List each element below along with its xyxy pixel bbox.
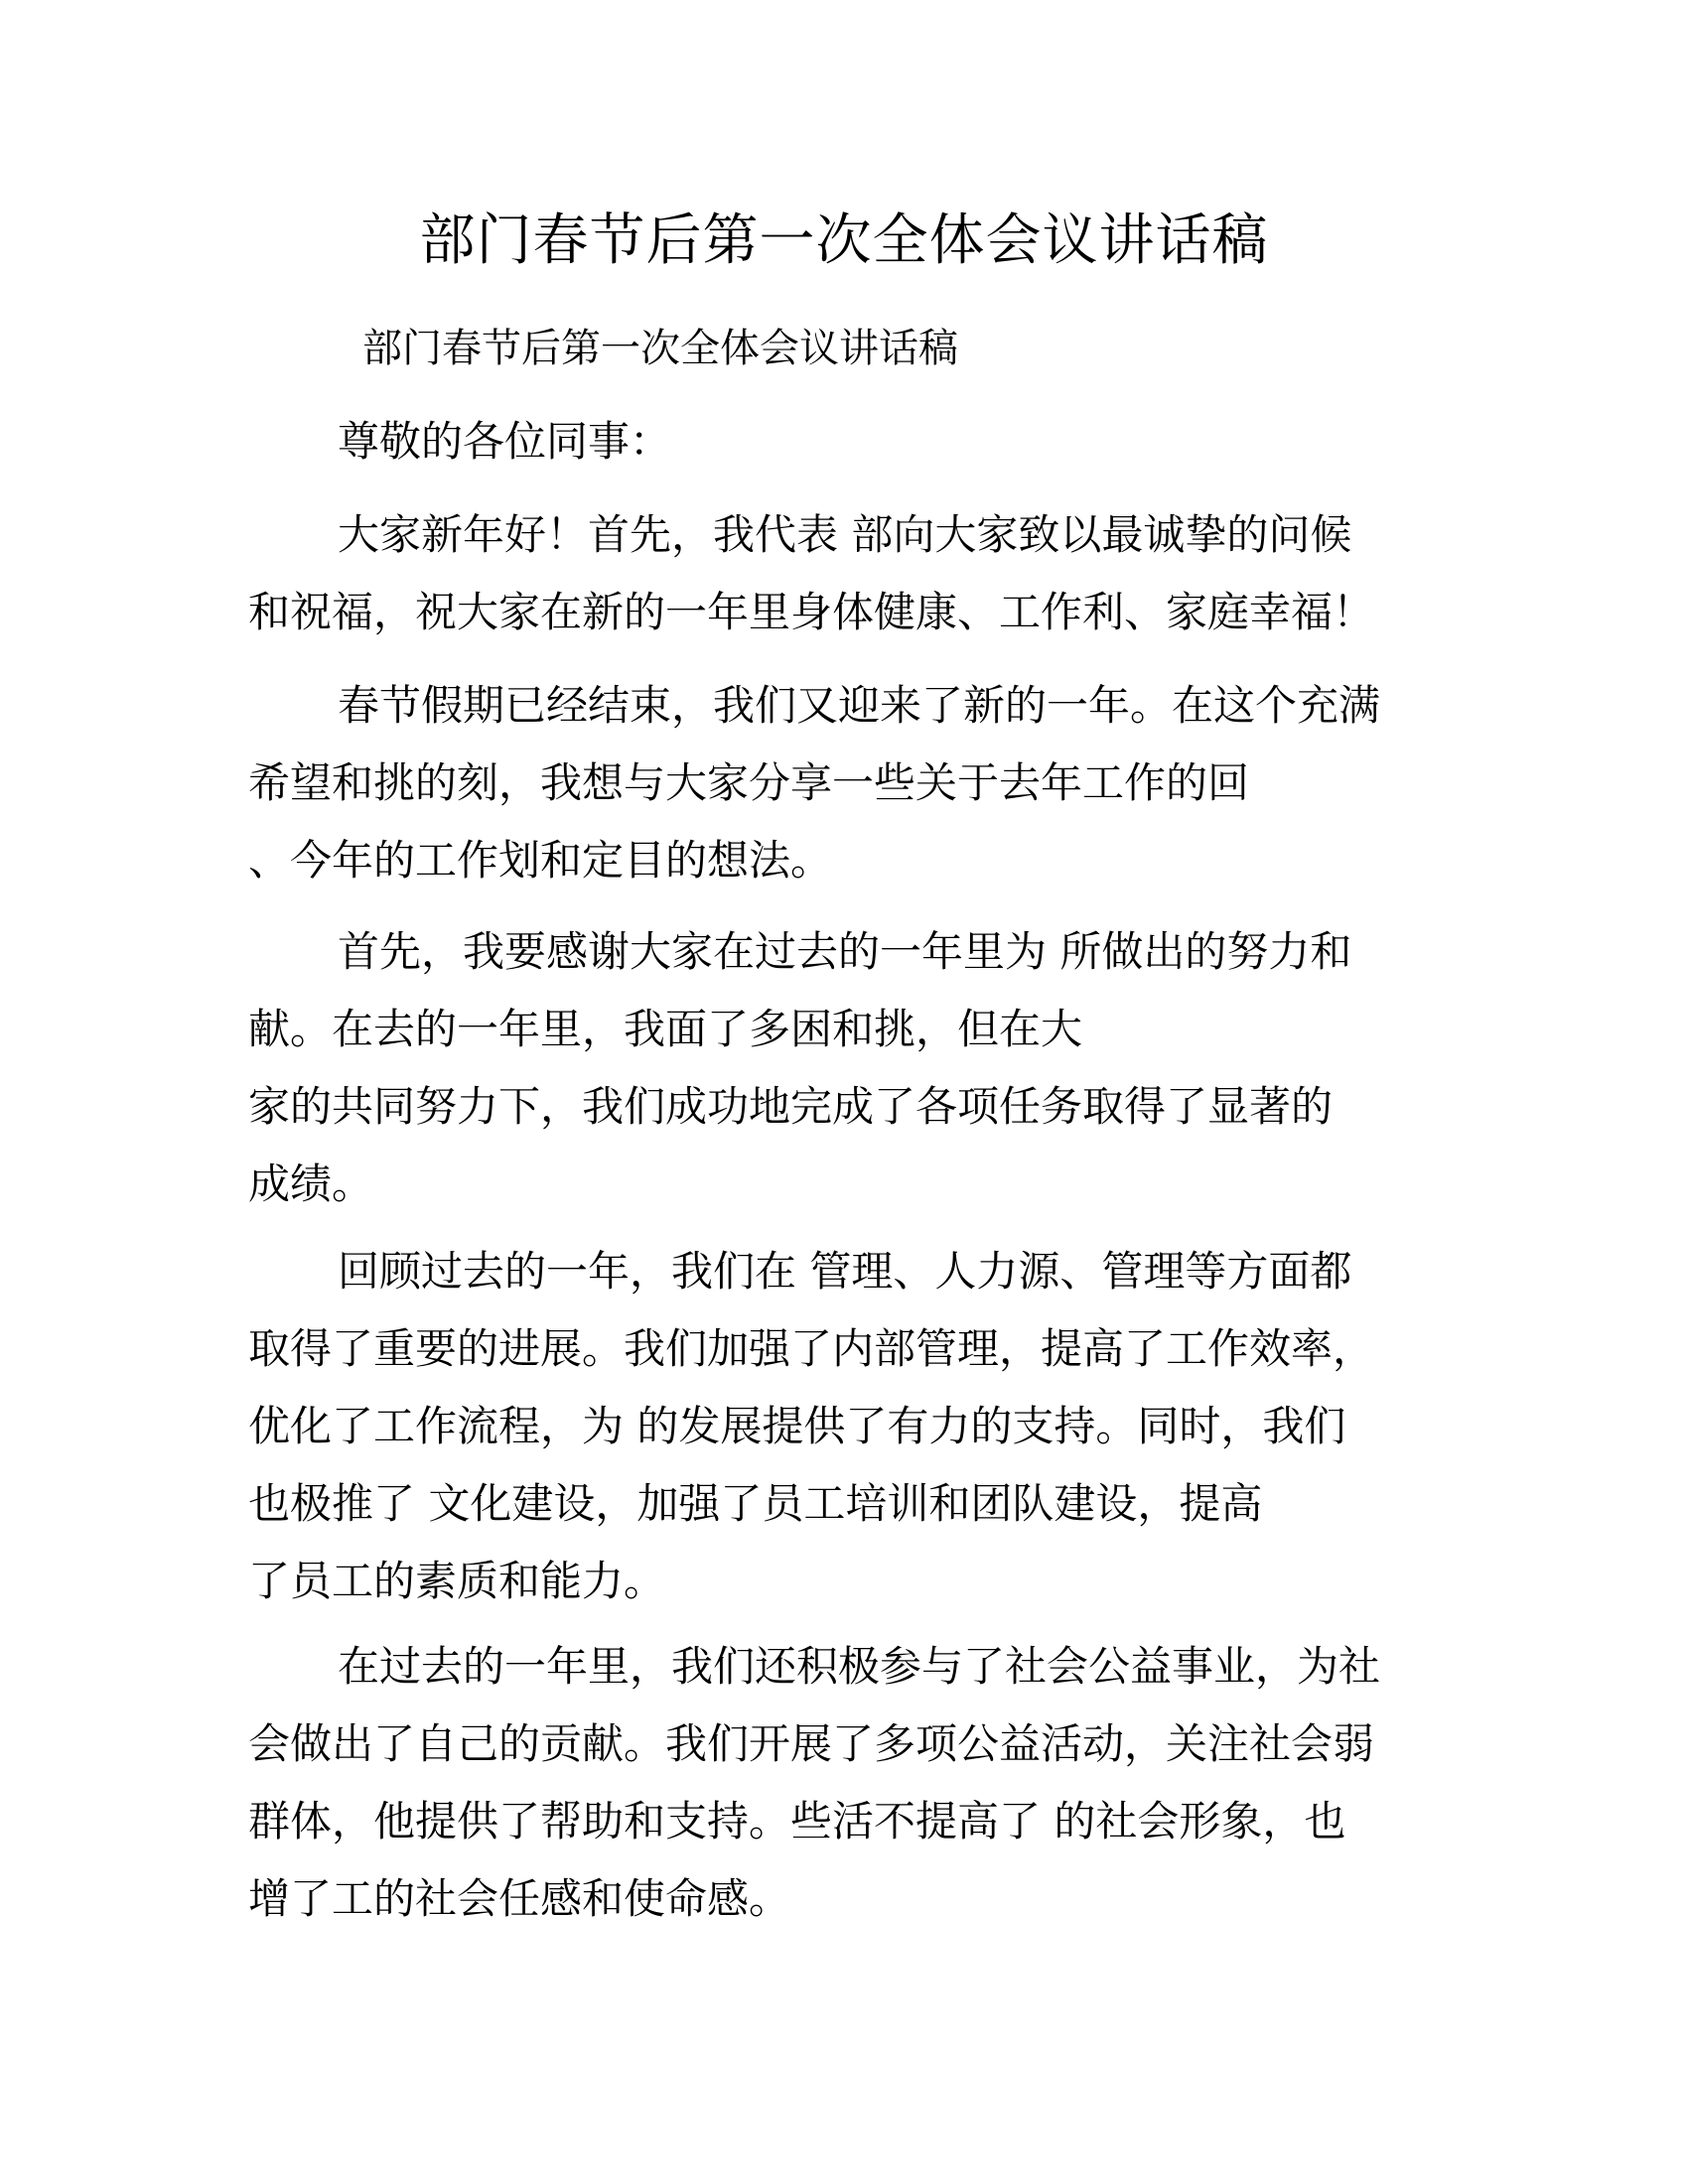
charity-paragraph — [248, 1628, 1440, 1938]
salutation-line: 尊敬的各位同事： — [338, 417, 672, 466]
charity-line-4: 增了工的社会任感和使命感。 — [248, 1874, 791, 1923]
review-line-4: 也极推了 文化建设，加强了员工培训和团队建设，提高 — [248, 1479, 1263, 1528]
thanks-line-2: 献。在去的一年里，我面了多困和挑，但在大 — [248, 1005, 1083, 1053]
salutation-paragraph — [248, 403, 1440, 480]
greeting-line-2: 和祝福，祝大家在新的一年里身体健康、工作利、家庭幸福！ — [248, 588, 1375, 636]
review-paragraph — [248, 1233, 1440, 1620]
greeting-line-1: 大家新年好！首先，我代表 部向大家致以最诚挚的问候 — [338, 510, 1352, 559]
intro-line-1: 春节假期已经结束，我们又迎来了新的一年。在这个充满 — [338, 681, 1381, 730]
charity-line-3: 群体，他提供了帮助和支持。些活不提高了 的社会形象，也 — [248, 1797, 1346, 1845]
thanks-line-1: 首先，我要感谢大家在过去的一年里为 所做出的努力和 — [338, 927, 1352, 976]
intro-paragraph — [248, 667, 1440, 899]
review-line-3: 优化了工作流程，为 的发展提供了有力的支持。同时，我们 — [248, 1402, 1346, 1450]
review-line-1: 回顾过去的一年，我们在 管理、人力源、管理等方面都 — [338, 1247, 1352, 1296]
subtitle-line: 部门春节后第一次全体会议讲话稿 — [362, 326, 958, 371]
greeting-paragraph — [248, 496, 1440, 651]
review-line-5: 了员工的素质和能力。 — [248, 1557, 666, 1605]
review-line-2: 取得了重要的进展。我们加强了内部管理，提高了工作效率， — [248, 1324, 1375, 1373]
thanks-line-4: 成绩。 — [248, 1160, 374, 1208]
intro-line-2: 希望和挑的刻，我想与大家分享一些关于去年工作的回 — [248, 758, 1250, 807]
document-body — [248, 310, 1440, 387]
thanks-line-3: 家的共同努力下，我们成功地完成了各项任务取得了显著的 — [248, 1082, 1334, 1131]
intro-line-3: 、今年的工作划和定目的想法。 — [248, 836, 833, 885]
charity-line-2: 会做出了自己的贡献。我们开展了多项公益活动，关注社会弱 — [248, 1719, 1375, 1768]
document-title: 部门春节后第一次全体会议讲话稿 — [419, 208, 1269, 273]
thanks-paragraph — [248, 913, 1440, 1223]
charity-line-1: 在过去的一年里，我们还积极参与了社会公益事业，为社 — [338, 1642, 1381, 1691]
